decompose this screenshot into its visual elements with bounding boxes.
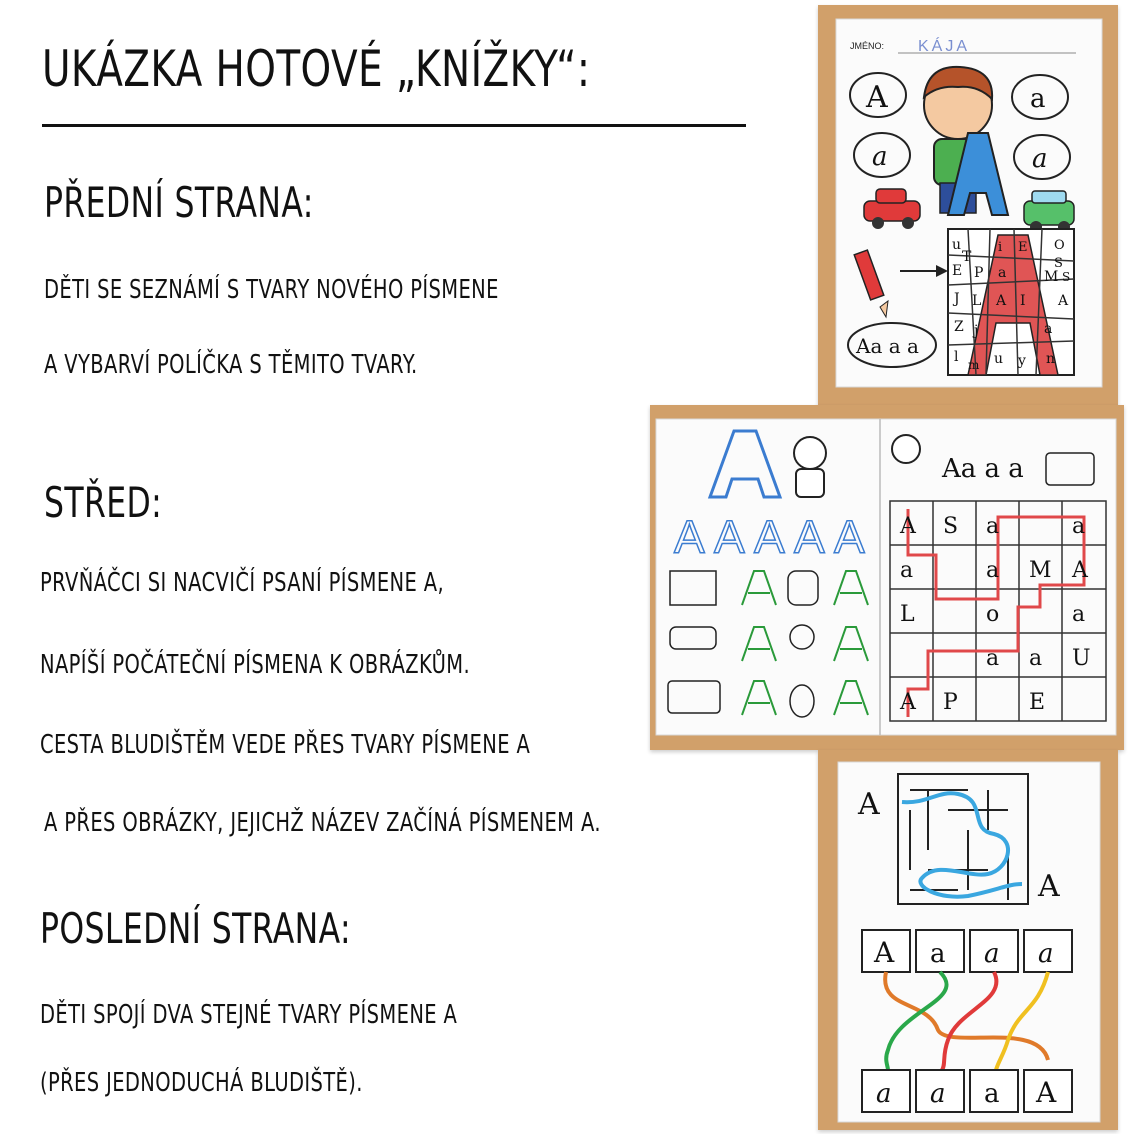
grid-letter: P: [974, 265, 984, 281]
explorer-icon: [892, 435, 920, 463]
grid-letter: S: [1054, 256, 1063, 271]
maze-cell-letter: a: [1029, 646, 1043, 671]
front-page-photo: [818, 5, 1118, 405]
bubble-letter-1: A: [866, 80, 888, 115]
maze-cell-letter: L: [900, 602, 915, 627]
top-letter-4: a: [1038, 939, 1054, 969]
bottom-letter-2: a: [930, 1079, 946, 1109]
name-value: KÁJA: [918, 38, 971, 55]
middle-line-1: PRVŇÁČCI SI NACVIČÍ PSANÍ PÍSMENE A,: [40, 568, 445, 598]
trace-letter: A: [834, 511, 865, 563]
grid-letter: J: [954, 291, 960, 307]
grid-letter: l: [954, 349, 959, 365]
maze-cell-letter: o: [986, 602, 1000, 627]
maze-cell-letter: a: [986, 514, 1000, 539]
middle-line-2: NAPÍŠÍ POČÁTEČNÍ PÍSMENA K OBRÁZKŮM.: [40, 650, 471, 680]
grid-letter: I: [1020, 293, 1026, 309]
trace-letter: A: [674, 511, 705, 563]
last-line-1: DĚTI SPOJÍ DVA STEJNÉ TVARY PÍSMENE A: [40, 1000, 458, 1030]
middle-line-4: A PŘES OBRÁZKY, JEJICHŽ NÁZEV ZAČÍNÁ PÍSMENEM A.: [44, 808, 601, 838]
maze-cell-letter: A: [900, 514, 916, 539]
middle-line-3: CESTA BLUDIŠTĚM VEDE PŘES TVARY PÍSMENE A: [40, 730, 531, 760]
grid-letter: Z: [954, 319, 964, 335]
bottom-letter-3: a: [984, 1079, 1000, 1109]
trace-letter: A: [754, 511, 785, 563]
top-letter-1: A: [874, 936, 895, 969]
grid-letter: E: [952, 263, 963, 279]
maze-cell-letter: A: [900, 690, 916, 715]
bottom-letter-4: A: [1036, 1076, 1057, 1109]
grid-letter: a: [1044, 321, 1053, 337]
last-page-photo: [818, 750, 1118, 1130]
grid-letter: u: [952, 237, 962, 253]
maze-cell-letter: a: [1072, 514, 1086, 539]
bubble-letter-3: a: [872, 142, 888, 172]
grid-letter: u: [994, 351, 1004, 367]
bottom-letter-1: a: [876, 1079, 892, 1109]
middle-spread-worksheet: [650, 405, 1124, 750]
title-underline: [42, 124, 746, 127]
bubble-letter-4: a: [1032, 144, 1048, 174]
maze-end-letter: A: [1038, 869, 1060, 904]
middle-heading: STŘED:: [44, 478, 163, 527]
grid-letter: j: [974, 323, 979, 339]
maze-cell-letter: a: [900, 558, 914, 583]
grid-letter: L: [972, 293, 982, 309]
maze-start-letter: A: [858, 787, 880, 822]
header-letters: Aa a a: [942, 454, 1024, 484]
maze-cell-letter: S: [943, 514, 959, 539]
grid-letter: a: [998, 265, 1007, 281]
page-title: UKÁZKA HOTOVÉ „KNÍŽKY“:: [42, 40, 591, 98]
maze-cell-letter: U: [1072, 646, 1091, 671]
maze-cell-letter: a: [986, 646, 1000, 671]
trace-letter: A: [714, 511, 745, 563]
top-letter-2: a: [930, 939, 946, 969]
grid-letter: m: [968, 358, 980, 372]
grid-letter: M: [1044, 269, 1059, 285]
grid-letter: i: [998, 240, 1003, 255]
grid-letter: y: [1018, 353, 1026, 369]
grid-letter: A: [1058, 293, 1069, 309]
grid-letter: E: [1018, 240, 1028, 255]
maze-cell-letter: E: [1029, 690, 1046, 715]
maze-cell-letter: a: [1072, 602, 1086, 627]
bubble-letter-2: a: [1030, 84, 1046, 114]
maze-cell-letter: P: [943, 690, 958, 715]
maze-cell-letter: a: [986, 558, 1000, 583]
front-line-1: DĚTI SE SEZNÁMÍ S TVARY NOVÉHO PÍSMENE: [44, 275, 499, 305]
name-label: JMÉNO:: [850, 41, 885, 51]
grid-letter: n: [1046, 351, 1056, 367]
letter-color-grid: [948, 229, 1074, 375]
front-page-worksheet: [818, 5, 1118, 405]
grid-letter: O: [1054, 238, 1065, 253]
last-page-worksheet: [818, 750, 1118, 1130]
last-heading: POSLEDNÍ STRANA:: [40, 904, 351, 953]
grid-letter: A: [996, 293, 1007, 309]
middle-spread-photo: [650, 405, 1124, 750]
grid-letter: T: [962, 249, 972, 265]
maze-cell-letter: A: [1072, 558, 1088, 583]
front-heading: PŘEDNÍ STRANA:: [44, 178, 314, 227]
grid-letter: S: [1062, 270, 1071, 284]
trace-letter: A: [794, 511, 825, 563]
top-letter-3: a: [984, 939, 1000, 969]
front-line-2: A VYBARVÍ POLÍČKA S TĚMITO TVARY.: [44, 350, 418, 380]
bottom-bubble-text: Aa a a: [856, 334, 919, 358]
last-line-2: (PŘES JEDNODUCHÁ BLUDIŠTĚ).: [40, 1068, 363, 1098]
maze-cell-letter: M: [1029, 558, 1052, 583]
